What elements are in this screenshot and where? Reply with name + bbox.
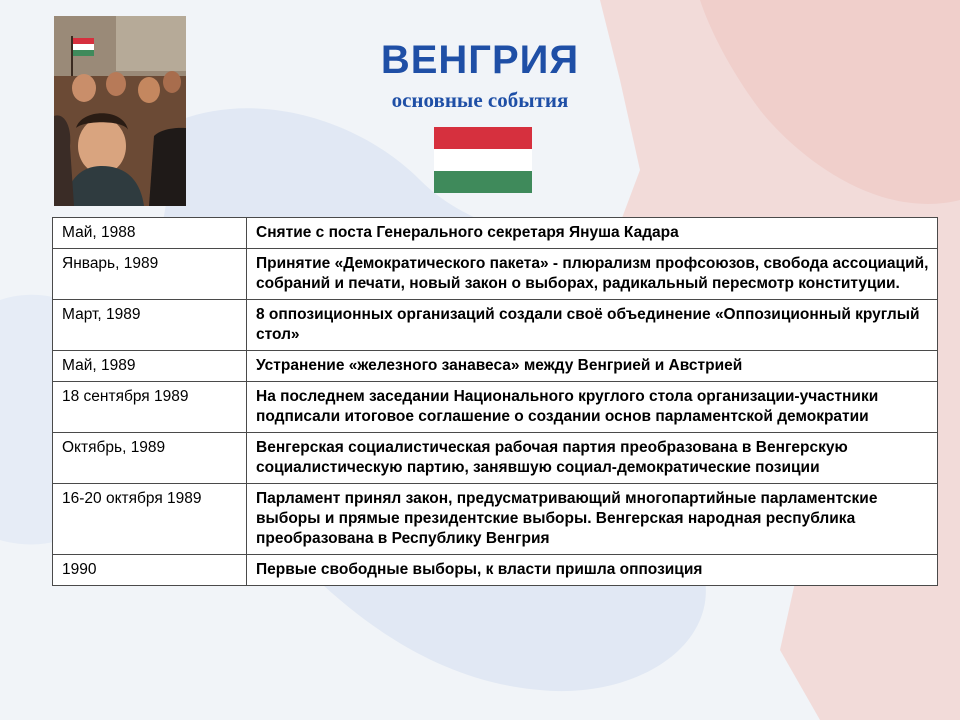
table-row (53, 351, 938, 382)
events-table (52, 217, 938, 586)
table-row (53, 555, 938, 586)
crowd-image (54, 16, 186, 206)
protest-photo (54, 16, 186, 206)
hungary-flag (434, 127, 532, 193)
event-date: Март, 1989 (53, 300, 247, 351)
page-title: ВЕНГРИЯ (380, 38, 580, 82)
table-row (53, 218, 938, 249)
event-description: На последнем заседании Национального круглого стола организации-участники подписали итоговое соглашение о создании основ парламентской демократии (247, 382, 938, 433)
event-date: 16-20 октября 1989 (53, 484, 247, 555)
flag-stripe-green (434, 171, 532, 193)
table-row (53, 382, 938, 433)
flag-stripe-white (434, 149, 532, 171)
event-date: Май, 1988 (53, 218, 247, 249)
event-description: Первые свободные выборы, к власти пришла оппозиция (247, 555, 938, 586)
event-description: Принятие «Демократического пакета» - плюрализм профсоюзов, свобода ассоциаций, собраний и печати, новый закон о выборах, радикальный пересмотр конституции. (247, 249, 938, 300)
table-row (53, 249, 938, 300)
event-description: Венгерская социалистическая рабочая партия преобразована в Венгерскую социалистическую партию, занявшую социал-демократические позиции (247, 433, 938, 484)
table-row (53, 484, 938, 555)
event-date: Январь, 1989 (53, 249, 247, 300)
event-description: Снятие с поста Генерального секретаря Януша Кадара (247, 218, 938, 249)
event-date: Май, 1989 (53, 351, 247, 382)
event-description: 8 оппозиционных организаций создали своё объединение «Оппозиционный круглый стол» (247, 300, 938, 351)
page-subtitle: основные события (391, 88, 569, 112)
event-date: 18 сентября 1989 (53, 382, 247, 433)
event-description: Устранение «железного занавеса» между Венгрией и Австрией (247, 351, 938, 382)
table-row (53, 300, 938, 351)
event-date: 1990 (53, 555, 247, 586)
table-row (53, 433, 938, 484)
event-date: Октябрь, 1989 (53, 433, 247, 484)
event-description: Парламент принял закон, предусматривающий многопартийные парламентские выборы и прямые президентские выборы. Венгерская народная республика преобразована в Республику Венгрия (247, 484, 938, 555)
flag-stripe-red (434, 127, 532, 149)
